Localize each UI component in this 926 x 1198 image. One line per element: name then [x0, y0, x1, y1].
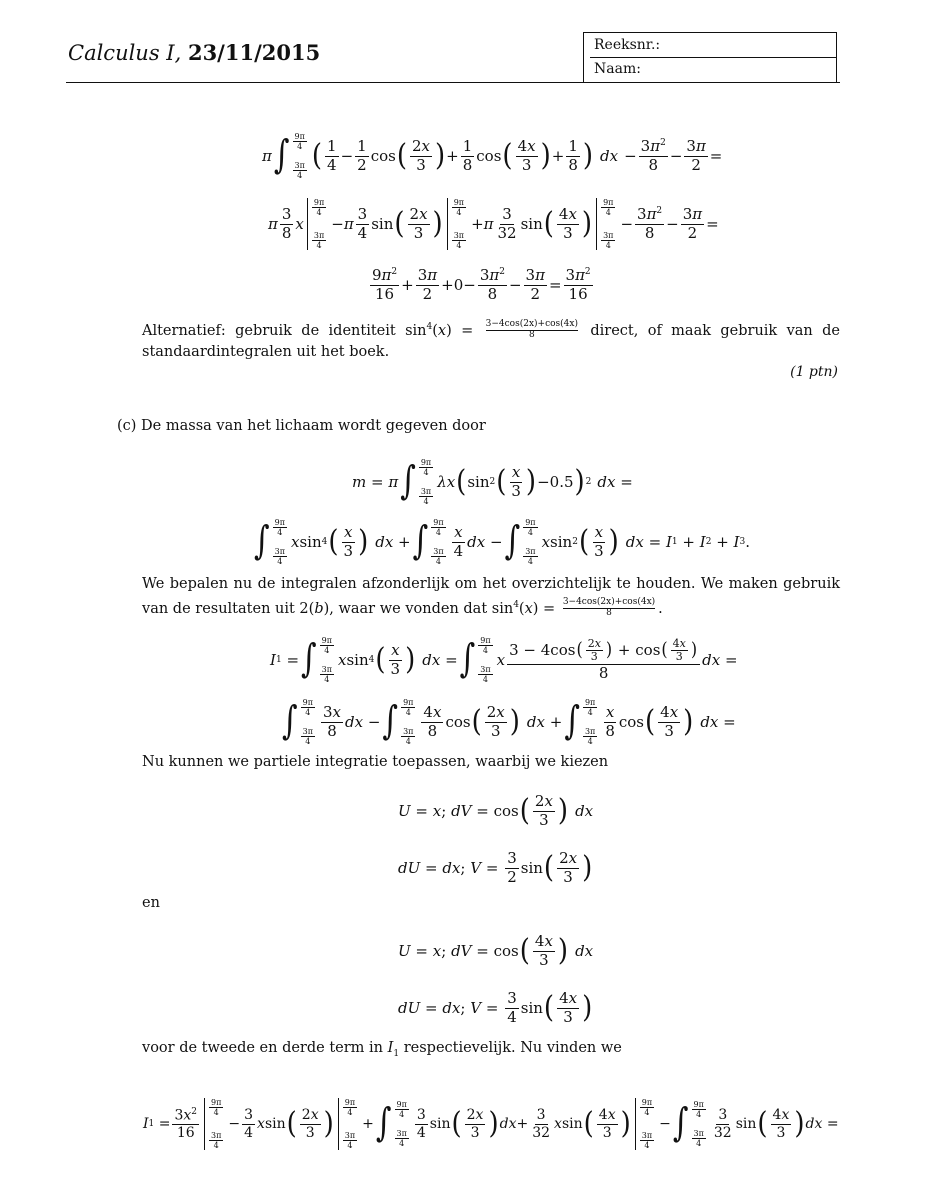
- points-label: (1 ptn): [790, 364, 838, 380]
- equation-udv-2: U = x ; dV = cos ( $\frac{4x}{3}$ ) dx: [398, 932, 594, 969]
- equation-line-3: $\frac{9\pi^2}{16}$ + $\frac{3\pi}{2}$ +0− $\frac{3\pi^2}{8}$ − $\frac{3\pi}{2}$ = $\frac{3\pi^2}{16}$: [372, 266, 591, 303]
- partial-int-text: Nu kunnen we partiele integratie toepassen, waarbij we kiezen: [142, 754, 609, 770]
- header-rule: [66, 82, 840, 83]
- equation-mass-split: ∫ $\frac{9\pi}{4}$ $\frac{3\pi}{4}$ x sin 4 ( $\frac{x}{3}$ ) dx + ∫ $\frac{9\pi}{4}$ $\frac{3\pi}{4}$ $\frac{x}{4}$ dx − ∫ $\frac{9\pi}{4}$ $\frac{3\pi}{4}$ x sin 2 ( $\frac{x}{3}$ ) dx = I 1 + I 2 + I 3 .: [254, 518, 750, 566]
- equation-udv-1: U = x ; dV = cos ( $\frac{2x}{3}$ ) dx: [398, 792, 594, 829]
- en-text: en: [142, 895, 160, 911]
- equation-duv-2: dU = dx ; V = $\frac{3}{4}$ sin ( $\frac{4x}{3}$ ): [398, 989, 593, 1026]
- equation-line-2: π $\frac{3}{8}$ x $\frac{9\pi}{4}$ $\frac{3\pi}{4}$ − π $\frac{3}{4}$ sin ( $\frac{2x}{3}$ ) $\frac{9\pi}{4}$ $\frac{3\pi}{4}$ + π $\frac{3}{32}$ sin ( $\frac{4x}{3}$ ) $\frac{9\pi}{4}$ $\frac{3\pi}{4}$ − $\frac{3\pi^2}{8}$ − $\frac{3\pi}{2}$ =: [268, 198, 719, 250]
- integrals-paragraph: We bepalen nu de integralen afzonderlijk om het overzichtelijk te houden. We maken gebruik van de resultaten uit 2(b), waar we vonden dat $\sin^4(x)$ = $\frac{3-4\cos(2x)+\cos(4x)}{8}$ .: [142, 576, 840, 619]
- reeksnr-label: Reeksnr.:: [594, 37, 661, 53]
- item-c-text: De massa van het lichaam wordt gegeven door: [141, 418, 486, 434]
- equation-mass: m = π ∫ $\frac{9\pi}{4}$ $\frac{3\pi}{4}$ λx ( sin 2 ( $\frac{x}{3}$ ) −0.5 ) 2 dx =: [352, 458, 633, 506]
- naam-label: Naam:: [594, 61, 641, 77]
- equation-duv-1: dU = dx ; V = $\frac{3}{2}$ sin ( $\frac{2x}{3}$ ): [398, 849, 593, 886]
- equation-I1: I 1 = ∫ $\frac{9\pi}{4}$ $\frac{3\pi}{4}$ x sin 4 ( $\frac{x}{3}$ ) dx = ∫ $\frac{9\pi}{4}$ $\frac{3\pi}{4}$ x 3 − 4cos( $\frac{2x}{3}$ ) + cos( $\frac{4x}{3}$ ) 8 dx =: [270, 636, 738, 684]
- equation-I1-final: I 1 = $\frac{3x^2}{16}$ $\frac{9\pi}{4}$ $\frac{3\pi}{4}$ − $\frac{3}{4}$ x sin ( $\frac{2x}{3}$ ) $\frac{9\pi}{4}$ $\frac{3\pi}{4}$ + ∫ $\frac{9\pi}{4}$ $\frac{3\pi}{4}$ $\frac{3}{4}$ sin ( $\frac{2x}{3}$ ) dx + $\frac{3}{32}$ x sin ( $\frac{4x}{3}$ ) $\frac{9\pi}{4}$ $\frac{3\pi}{4}$ − ∫ $\frac{9\pi}{4}$ $\frac{3\pi}{4}$ $\frac{3}{32}$ sin ( $\frac{4x}{3}$ ) dx =: [143, 1098, 839, 1150]
- alternatief-paragraph: Alternatief: gebruik de identiteit $\sin^4(x)$ = $\frac{3-4\cos(2x)+\cos(4x)}{8}$ direct, of maak gebruik van de standaardintegralen uit het boek.: [142, 319, 840, 360]
- exam-header-title: [68, 40, 320, 65]
- equation-I1-split: ∫ $\frac{9\pi}{4}$ $\frac{3\pi}{4}$ $\frac{3x}{8}$ dx − ∫ $\frac{9\pi}{4}$ $\frac{3\pi}{4}$ $\frac{4x}{8}$ cos ( $\frac{2x}{3}$ ) dx + ∫ $\frac{9\pi}{4}$ $\frac{3\pi}{4}$ $\frac{x}{8}$ cos ( $\frac{4x}{3}$ ) dx =: [282, 698, 736, 746]
- course-name: Calculus I,: [68, 41, 182, 65]
- student-info-box: [583, 32, 837, 82]
- item-c: [117, 418, 486, 434]
- exam-date: 23/11/2015: [187, 40, 321, 65]
- equation-line-1: π ∫ $\frac{9\pi}{4}$ $\frac{3\pi}{4}$ ( $\frac{1}{4}$ − $\frac{1}{2}$ cos ( $\frac{2x}{3}$ ) + $\frac{1}{8}$ cos ( $\frac{4x}{3}$ ) + $\frac{1}{8}$ ) dx − $\frac{3\pi^2}{8}$ − $\frac{3\pi}{2}$ =: [262, 132, 723, 180]
- item-c-label: (c): [117, 418, 137, 434]
- respectively-text: voor de tweede en derde term in $I_1$ respectievelijk. Nu vinden we: [142, 1040, 622, 1059]
